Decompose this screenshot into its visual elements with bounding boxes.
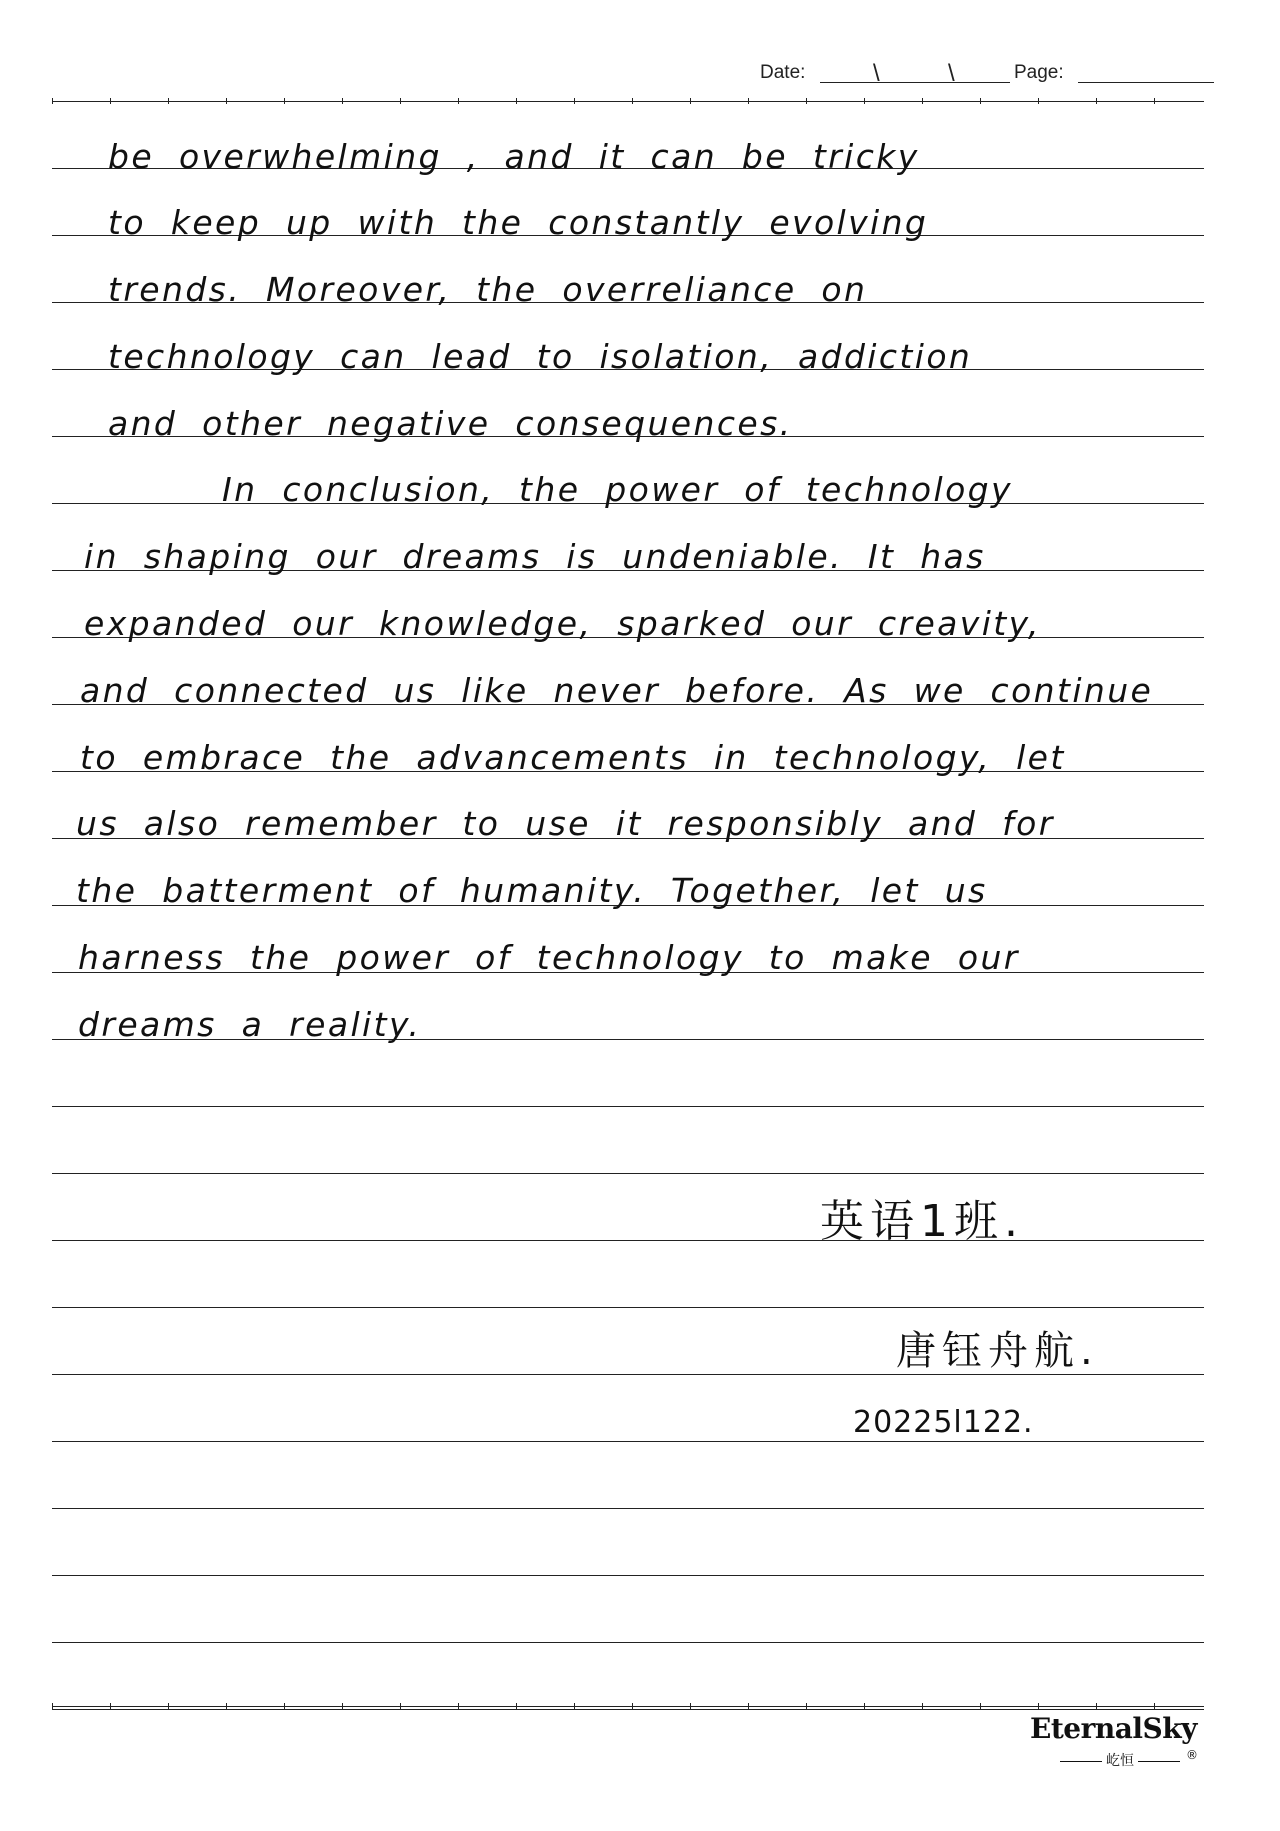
- rule-tick: [284, 98, 285, 104]
- body-line-14: dreams a reality.: [78, 1005, 422, 1044]
- rule-tick: [1038, 1703, 1039, 1709]
- body-line-5: and other negative consequences.: [108, 404, 793, 443]
- page-label: Page:: [1014, 62, 1064, 83]
- ruled-line: [52, 1441, 1204, 1442]
- student-signature: 唐钰舟航.: [896, 1328, 1099, 1374]
- rule-tick: [110, 1703, 111, 1709]
- body-line-13: harness the power of technology to make our: [78, 938, 1020, 977]
- signature-date: 20225l122.: [853, 1405, 1034, 1440]
- ruled-line: [52, 1374, 1204, 1375]
- rule-tick: [690, 1703, 691, 1709]
- rule-tick: [690, 98, 691, 104]
- rule-tick: [574, 1703, 575, 1709]
- body-line-6: In conclusion, the power of technology: [222, 470, 1013, 509]
- top-tick-row: [52, 98, 1204, 104]
- rule-tick: [168, 1703, 169, 1709]
- rule-tick: [1038, 98, 1039, 104]
- rule-tick: [864, 98, 865, 104]
- rule-tick: [748, 1703, 749, 1709]
- rule-tick: [400, 1703, 401, 1709]
- ruled-line: [52, 1307, 1204, 1308]
- rule-tick: [226, 98, 227, 104]
- body-line-10: to embrace the advancements in technology, let: [80, 738, 1066, 777]
- rule-tick: [168, 98, 169, 104]
- rule-tick: [864, 1703, 865, 1709]
- ruled-line: [52, 1575, 1204, 1576]
- body-line-12: the batterment of humanity. Together, let us: [76, 871, 988, 910]
- registered-mark: ®: [1186, 1748, 1198, 1762]
- page-header: [760, 62, 1220, 92]
- body-line-8: expanded our knowledge, sparked our creavity,: [84, 604, 1041, 643]
- rule-tick: [632, 1703, 633, 1709]
- ruled-line: [52, 1642, 1204, 1643]
- rule-tick: [458, 1703, 459, 1709]
- bottom-tick-row: [52, 1703, 1204, 1709]
- body-line-4: technology can lead to isolation, addiction: [108, 337, 973, 376]
- brand-name: EternalSky: [1030, 1712, 1197, 1745]
- date-field: [820, 82, 1010, 83]
- date-separator-1: \: [873, 60, 880, 87]
- rule-tick: [52, 98, 53, 104]
- rule-tick: [342, 98, 343, 104]
- page-field: [1078, 82, 1214, 83]
- ruled-line: [52, 1508, 1204, 1509]
- rule-tick: [110, 98, 111, 104]
- rule-tick: [574, 98, 575, 104]
- body-line-2: to keep up with the constantly evolving: [108, 203, 929, 242]
- brand-subtitle: [1030, 1750, 1210, 1770]
- brand-logo: [1030, 1712, 1210, 1782]
- class-name: 英语1班.: [820, 1196, 1024, 1247]
- rule-tick: [980, 98, 981, 104]
- rule-tick: [806, 1703, 807, 1709]
- rule-tick: [806, 98, 807, 104]
- rule-tick: [980, 1703, 981, 1709]
- brand-cn: 屹恒: [1106, 1753, 1134, 1769]
- body-line-3: trends. Moreover, the overreliance on: [108, 270, 868, 309]
- rule-tick: [1154, 1703, 1155, 1709]
- body-line-7: in shaping our dreams is undeniable. It has: [84, 537, 986, 576]
- ruled-line: [52, 1240, 1204, 1241]
- rule-tick: [458, 98, 459, 104]
- ruled-line: [52, 1106, 1204, 1107]
- body-line-9: and connected us like never before. As we continue: [80, 671, 1154, 710]
- ruled-line: [52, 1173, 1204, 1174]
- rule-tick: [922, 98, 923, 104]
- rule-tick: [226, 1703, 227, 1709]
- rule-tick: [1096, 98, 1097, 104]
- rule-tick: [748, 98, 749, 104]
- rule-tick: [1096, 1703, 1097, 1709]
- rule-tick: [632, 98, 633, 104]
- date-separator-2: \: [948, 60, 955, 87]
- rule-tick: [922, 1703, 923, 1709]
- body-line-1: be overwhelming , and it can be tricky: [108, 137, 920, 176]
- body-line-11: us also remember to use it responsibly and for: [76, 804, 1055, 843]
- rule-tick: [400, 98, 401, 104]
- ruled-line: [52, 1709, 1204, 1710]
- rule-tick: [284, 1703, 285, 1709]
- rule-tick: [52, 1703, 53, 1709]
- rule-tick: [516, 1703, 517, 1709]
- date-label: Date:: [760, 62, 806, 83]
- rule-tick: [342, 1703, 343, 1709]
- rule-tick: [1154, 98, 1155, 104]
- rule-tick: [516, 98, 517, 104]
